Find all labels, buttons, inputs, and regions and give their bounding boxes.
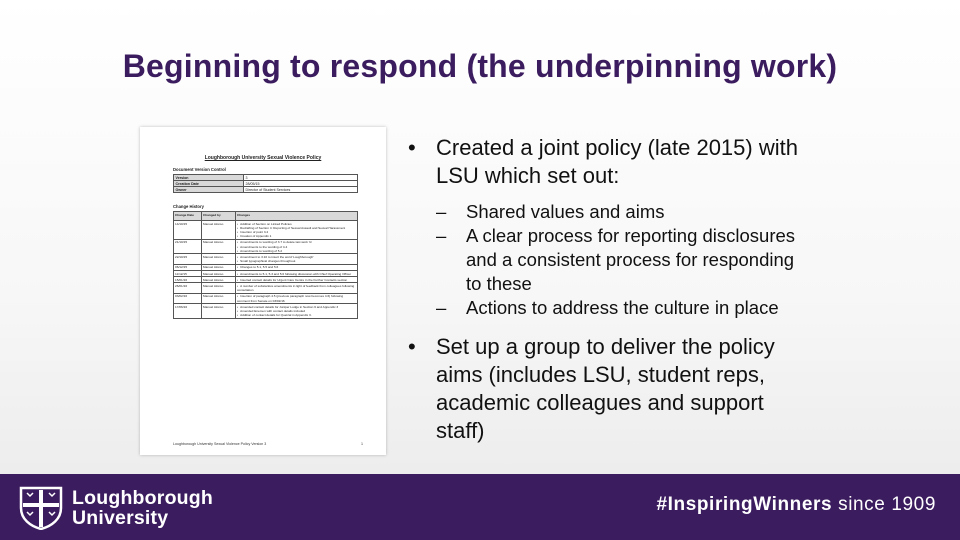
tagline-since: since 1909: [832, 494, 936, 515]
changed-by-cell: Manuel Alonso: [202, 271, 236, 277]
column-header: Changed by: [202, 212, 236, 221]
change-date-cell: 14/10/15: [174, 221, 202, 240]
university-name: [72, 488, 213, 528]
change-entry: • Redrafting of Section 4: Reporting of Sexual Assault and Sexual Harassment: [237, 226, 356, 230]
bullet-marker: •: [408, 135, 416, 160]
change-date-cell: 17/06/16: [174, 304, 202, 319]
changes-cell: [236, 283, 358, 293]
table-row: [174, 239, 358, 254]
policy-document-image: [140, 127, 386, 455]
sub-bullet-text: Actions to address the culture in place: [466, 297, 779, 318]
sub-bullet-item: [408, 224, 803, 296]
change-entry: • Inserted contact details for Urgent Care Centre in the Further Contacts section: [237, 278, 356, 282]
bullet-list: [408, 134, 803, 445]
university-name-line2: University: [72, 507, 169, 529]
change-date-cell: 22/10/15: [174, 254, 202, 264]
change-entry: • Amendments to wording of 5.2: [237, 249, 356, 253]
change-entry: • Changes to 5.1, 5.5 and 5.6: [237, 265, 356, 269]
version-key: Version: [174, 175, 244, 181]
change-entry: • Amended contact details for Juniper Lodge in Section 6 and Appendix 3: [237, 305, 356, 309]
column-header: Changes: [236, 212, 358, 221]
changes-cell: [236, 293, 358, 303]
changes-cell: [236, 239, 358, 254]
change-entry: • Amendments to wording of 3.7 to delete last work 'is': [237, 240, 356, 244]
version-value: Director of Student Services: [244, 187, 358, 193]
table-row: [174, 187, 358, 193]
change-entry: • Insertion of paragraph 4.5 (previous paragraph now becomes 4.6) following comment from Senate on 03/02/16: [237, 294, 356, 302]
version-key: Owner: [174, 187, 244, 193]
version-control-label: Document Version Control: [173, 167, 226, 172]
bullet-marker: •: [408, 334, 416, 359]
change-entry: • Insertion of point 3.4: [237, 230, 356, 234]
changes-cell: [236, 221, 358, 240]
change-entry: • Amended Enemen with contact details included: [237, 309, 356, 313]
bullet-item: [408, 134, 803, 190]
change-date-cell: 21/10/15: [174, 239, 202, 254]
university-name-line1: Loughborough: [72, 487, 214, 509]
changed-by-cell: Manuel Alonso: [202, 264, 236, 270]
changes-cell: [236, 304, 358, 319]
slide-title: Beginning to respond (the underpinning work): [122, 48, 838, 84]
bullet-text: Created a joint policy (late 2015) with LSU which set out:: [436, 135, 798, 188]
changed-by-cell: Manuel Alonso: [202, 304, 236, 319]
document-title: Loughborough University Sexual Violence Policy: [204, 155, 322, 161]
change-date-cell: 15/01/16: [174, 277, 202, 283]
change-date-cell: 03/02/16: [174, 293, 202, 303]
changed-by-cell: Manuel Alonso: [202, 277, 236, 283]
change-entry: • A number of substantive amendments in light of feedback from colleagues following consultation: [237, 284, 356, 292]
sub-bullet-item: [408, 296, 803, 320]
change-entry: • Addition of Section on Linked Policies: [237, 222, 356, 226]
table-row: [174, 221, 358, 240]
table-row: [174, 254, 358, 264]
sub-bullet-marker: –: [436, 297, 447, 318]
change-entry: • Amendment to 3.10 to insert the word 'Loughborough': [237, 255, 356, 259]
table-row: [174, 283, 358, 293]
column-header: Change Date: [174, 212, 202, 221]
sub-bullet-item: [408, 200, 803, 224]
sub-bullet-marker: –: [436, 225, 447, 246]
changed-by-cell: Manuel Alonso: [202, 254, 236, 264]
changed-by-cell: Manuel Alonso: [202, 221, 236, 240]
footer-band: [0, 474, 960, 540]
changed-by-cell: Manuel Alonso: [202, 293, 236, 303]
page-number: 1: [361, 442, 363, 446]
change-entry: • Creation of Appendix 1: [237, 234, 356, 238]
changes-cell: [236, 254, 358, 264]
university-crest-icon: [18, 486, 64, 530]
change-date-cell: 11/12/15: [174, 271, 202, 277]
document-footer-text: Loughborough University Sexual Violence Policy Version 3: [173, 442, 267, 446]
version-table: [173, 174, 358, 193]
change-date-cell: 26/01/16: [174, 283, 202, 293]
table-header-row: [174, 212, 358, 221]
version-key: Creation Date: [174, 181, 244, 187]
change-history-table: [173, 211, 358, 319]
bullet-item: [408, 333, 803, 445]
change-entry: • Addition of contact details for Quetzal in Appendix 3.: [237, 313, 356, 317]
change-date-cell: 06/12/15: [174, 264, 202, 270]
changed-by-cell: Manuel Alonso: [202, 283, 236, 293]
table-row: [174, 293, 358, 303]
version-value: 3: [244, 175, 358, 181]
change-entry: • Small typographical changes throughout: [237, 259, 356, 263]
bullet-text: Set up a group to deliver the policy aims (includes LSU, student reps, academic colleagues and support staff): [436, 334, 775, 443]
tagline: [656, 494, 936, 516]
change-history-label: Change History: [173, 204, 204, 209]
tagline-hashtag: #InspiringWinners: [656, 494, 833, 515]
sub-bullet-text: Shared values and aims: [466, 201, 665, 222]
sub-bullet-text: A clear process for reporting disclosures and a consistent process for responding to these: [466, 225, 796, 294]
sub-bullet-marker: –: [436, 201, 447, 222]
document-footer: [173, 442, 363, 446]
version-value: 28/05/15: [244, 181, 358, 187]
table-row: [174, 304, 358, 319]
changed-by-cell: Manuel Alonso: [202, 239, 236, 254]
change-entry: • Amendments to the wording of 4.4: [237, 245, 356, 249]
change-entry: • Amendments to 5.1, 5.3 and 5.6 following discussion with Chief Operating Officer: [237, 272, 356, 276]
